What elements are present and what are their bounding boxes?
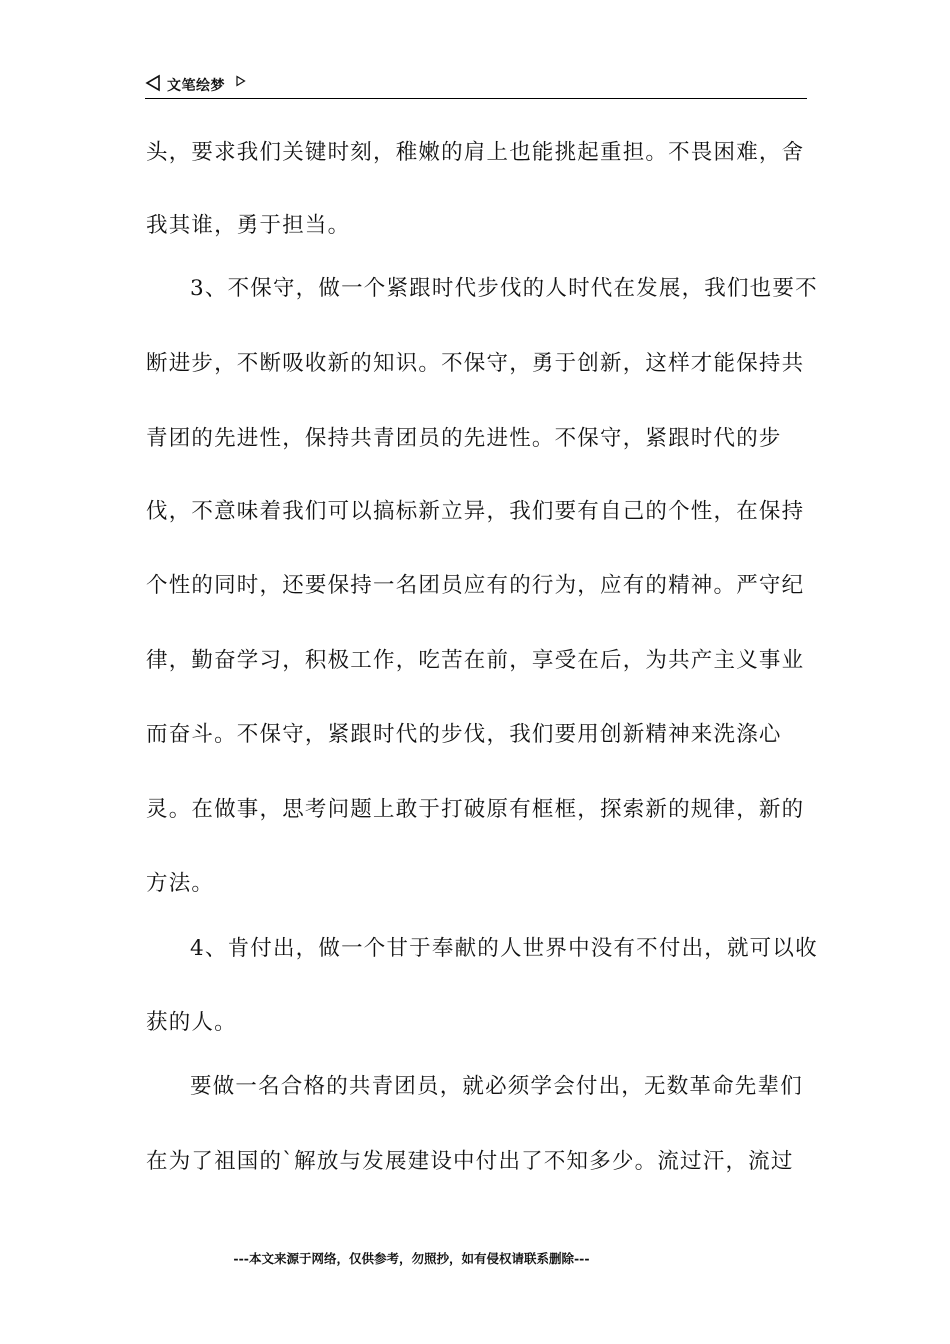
text-line: 要做一名合格的共青团员，就必须学会付出，无数革命先辈们 bbox=[190, 1074, 803, 1099]
text-line: 灵。在做事，思考问题上敢于打破原有框框，探索新的规律，新的 bbox=[146, 797, 805, 822]
header-title: 文笔绘梦 bbox=[167, 78, 225, 94]
text-line: 方法。 bbox=[146, 871, 215, 896]
text-line: 个性的同时，还要保持一名团员应有的行为，应有的精神。严守纪 bbox=[146, 573, 805, 598]
text-line: 头，要求我们关键时刻，稚嫩的肩上也能挑起重担。不畏困难，舍 bbox=[146, 140, 805, 165]
text-line: 在为了祖国的`解放与发展建设中付出了不知多少。流过汗，流过 bbox=[146, 1149, 794, 1174]
triangle-right-outline-icon bbox=[235, 75, 246, 87]
triangle-left-outline-icon bbox=[145, 74, 161, 92]
text-line: 律，勤奋学习，积极工作，吃苦在前，享受在后，为共产主义事业 bbox=[146, 648, 805, 673]
text-line: 获的人。 bbox=[146, 1010, 237, 1035]
text-line: 青团的先进性，保持共青团员的先进性。不保守，紧跟时代的步 bbox=[146, 426, 782, 451]
text-line: 3、不保守，做一个紧跟时代步伐的人时代在发展，我们也要不 bbox=[190, 276, 818, 301]
text-line: 4、肯付出，做一个甘于奉献的人世界中没有不付出，就可以收 bbox=[190, 936, 818, 961]
text-line: 我其谁，勇于担当。 bbox=[146, 213, 351, 238]
footer-disclaimer: ---本文来源于网络，仅供参考，勿照抄，如有侵权请联系删除--- bbox=[233, 1251, 590, 1266]
text-line: 而奋斗。不保守，紧跟时代的步伐，我们要用创新精神来洗涤心 bbox=[146, 722, 782, 747]
text-line: 伐，不意味着我们可以搞标新立异，我们要有自己的个性，在保持 bbox=[146, 499, 805, 524]
page-header bbox=[145, 72, 807, 99]
text-line: 断进步，不断吸收新的知识。不保守，勇于创新，这样才能保持共 bbox=[146, 351, 805, 376]
